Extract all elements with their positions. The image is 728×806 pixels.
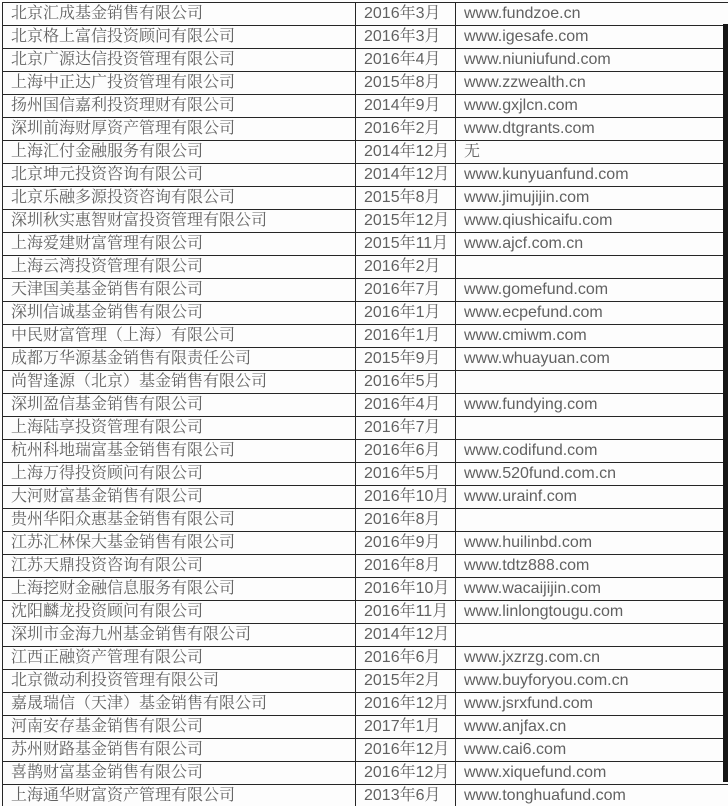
date-cell: 2016年12月 [356, 762, 456, 785]
website-cell: 无 [456, 141, 728, 164]
table-row [3, 463, 728, 486]
website-cell: www.xiquefund.com [456, 762, 728, 785]
table-row [3, 279, 728, 302]
company-cell: 扬州国信嘉利投资理财有限公司 [3, 95, 356, 118]
website-cell: www.jxzrzg.com.cn [456, 647, 728, 670]
company-cell: 北京汇成基金销售有限公司 [3, 3, 356, 26]
company-cell: 上海中正达广投资管理有限公司 [3, 72, 356, 95]
company-cell: 喜鹊财富基金销售有限公司 [3, 762, 356, 785]
table-row [3, 72, 728, 95]
table-row [3, 325, 728, 348]
website-cell: www.qiushicaifu.com [456, 210, 728, 233]
website-cell: www.jimujijin.com [456, 187, 728, 210]
website-cell: www.ecpefund.com [456, 302, 728, 325]
date-cell: 2016年5月 [356, 463, 456, 486]
date-cell: 2016年6月 [356, 440, 456, 463]
table-row [3, 49, 728, 72]
company-cell: 上海云湾投资管理有限公司 [3, 256, 356, 279]
website-cell: www.520fund.com.cn [456, 463, 728, 486]
website-cell: www.anjfax.cn [456, 716, 728, 739]
company-cell: 北京广源达信投资管理有限公司 [3, 49, 356, 72]
company-cell: 上海陆享投资管理有限公司 [3, 417, 356, 440]
date-cell: 2016年4月 [356, 49, 456, 72]
company-cell: 北京微动利投资管理有限公司 [3, 670, 356, 693]
website-cell: www.ajcf.com.cn [456, 233, 728, 256]
date-cell: 2015年8月 [356, 72, 456, 95]
website-cell: www.gxjlcn.com [456, 95, 728, 118]
website-cell: www.linlongtougu.com [456, 601, 728, 624]
table-row [3, 26, 728, 49]
date-cell: 2016年12月 [356, 739, 456, 762]
company-cell: 江苏汇林保大基金销售有限公司 [3, 532, 356, 555]
company-cell: 上海万得投资顾问有限公司 [3, 463, 356, 486]
table-row [3, 210, 728, 233]
date-cell: 2014年9月 [356, 95, 456, 118]
table-row [3, 164, 728, 187]
website-cell: www.zzwealth.cn [456, 72, 728, 95]
website-cell: www.codifund.com [456, 440, 728, 463]
date-cell: 2016年11月 [356, 601, 456, 624]
table-row [3, 187, 728, 210]
company-cell: 杭州科地瑞富基金销售有限公司 [3, 440, 356, 463]
date-cell: 2014年12月 [356, 164, 456, 187]
company-cell: 成都万华源基金销售有限责任公司 [3, 348, 356, 371]
website-cell: www.cmiwm.com [456, 325, 728, 348]
company-cell: 贵州华阳众惠基金销售有限公司 [3, 509, 356, 532]
website-cell: www.urainf.com [456, 486, 728, 509]
website-cell: www.kunyuanfund.com [456, 164, 728, 187]
table-row [3, 785, 728, 806]
website-cell: www.jsrxfund.com [456, 693, 728, 716]
website-cell [456, 624, 728, 647]
website-cell: www.wacaijijin.com [456, 578, 728, 601]
table-row [3, 532, 728, 555]
table-row [3, 256, 728, 279]
date-cell: 2015年9月 [356, 348, 456, 371]
company-cell: 北京格上富信投资顾问有限公司 [3, 26, 356, 49]
date-cell: 2016年7月 [356, 417, 456, 440]
date-cell: 2016年10月 [356, 486, 456, 509]
table-row [3, 440, 728, 463]
company-cell: 上海挖财金融信息服务有限公司 [3, 578, 356, 601]
website-cell: www.gomefund.com [456, 279, 728, 302]
date-cell: 2016年2月 [356, 256, 456, 279]
date-cell: 2016年4月 [356, 394, 456, 417]
website-cell [456, 417, 728, 440]
date-cell: 2016年2月 [356, 118, 456, 141]
date-cell: 2016年3月 [356, 3, 456, 26]
website-cell: www.tonghuafund.com [456, 785, 728, 806]
company-cell: 江西正融资产管理有限公司 [3, 647, 356, 670]
company-cell: 北京坤元投资咨询有限公司 [3, 164, 356, 187]
company-cell: 深圳秋实惠智财富投资管理有限公司 [3, 210, 356, 233]
date-cell: 2016年3月 [356, 26, 456, 49]
company-cell: 苏州财路基金销售有限公司 [3, 739, 356, 762]
website-cell [456, 256, 728, 279]
website-cell: www.fundying.com [456, 394, 728, 417]
date-cell: 2016年1月 [356, 325, 456, 348]
table-row [3, 762, 728, 785]
table-row [3, 141, 728, 164]
table-row [3, 3, 728, 26]
date-cell: 2016年12月 [356, 693, 456, 716]
company-cell: 嘉晟瑞信（天津）基金销售有限公司 [3, 693, 356, 716]
company-cell: 中民财富管理（上海）有限公司 [3, 325, 356, 348]
website-cell: www.whuayuan.com [456, 348, 728, 371]
table-row [3, 693, 728, 716]
website-cell: www.tdtz888.com [456, 555, 728, 578]
table-row [3, 670, 728, 693]
table-row [3, 394, 728, 417]
website-cell: www.fundzoe.cn [456, 3, 728, 26]
company-cell: 天津国美基金销售有限公司 [3, 279, 356, 302]
date-cell: 2016年8月 [356, 509, 456, 532]
website-cell: www.igesafe.com [456, 26, 728, 49]
table-row [3, 716, 728, 739]
company-cell: 大河财富基金销售有限公司 [3, 486, 356, 509]
date-cell: 2016年1月 [356, 302, 456, 325]
company-cell: 河南安存基金销售有限公司 [3, 716, 356, 739]
date-cell: 2014年12月 [356, 141, 456, 164]
date-cell: 2016年10月 [356, 578, 456, 601]
date-cell: 2016年7月 [356, 279, 456, 302]
table-row [3, 578, 728, 601]
date-cell: 2016年6月 [356, 647, 456, 670]
table-row [3, 739, 728, 762]
table-row [3, 233, 728, 256]
table-row [3, 509, 728, 532]
fund-sales-table [2, 2, 728, 806]
date-cell: 2015年12月 [356, 210, 456, 233]
date-cell: 2014年12月 [356, 624, 456, 647]
table-row [3, 371, 728, 394]
website-cell [456, 509, 728, 532]
company-cell: 尚智逢源（北京）基金销售有限公司 [3, 371, 356, 394]
website-cell [456, 371, 728, 394]
fund-table-body [3, 3, 728, 806]
website-cell: www.huilinbd.com [456, 532, 728, 555]
date-cell: 2016年8月 [356, 555, 456, 578]
website-cell: www.niuniufund.com [456, 49, 728, 72]
table-row [3, 486, 728, 509]
company-cell: 深圳信诚基金销售有限公司 [3, 302, 356, 325]
table-row [3, 118, 728, 141]
website-cell: www.buyforyou.com.cn [456, 670, 728, 693]
company-cell: 北京乐融多源投资咨询有限公司 [3, 187, 356, 210]
date-cell: 2016年9月 [356, 532, 456, 555]
table-row [3, 348, 728, 371]
table-row [3, 624, 728, 647]
company-cell: 上海汇付金融服务有限公司 [3, 141, 356, 164]
company-cell: 上海爱建财富管理有限公司 [3, 233, 356, 256]
company-cell: 沈阳麟龙投资顾问有限公司 [3, 601, 356, 624]
website-cell: www.cai6.com [456, 739, 728, 762]
website-cell: www.dtgrants.com [456, 118, 728, 141]
table-row [3, 95, 728, 118]
date-cell: 2017年1月 [356, 716, 456, 739]
company-cell: 深圳前海财厚资产管理有限公司 [3, 118, 356, 141]
date-cell: 2015年2月 [356, 670, 456, 693]
date-cell: 2016年5月 [356, 371, 456, 394]
date-cell: 2015年11月 [356, 233, 456, 256]
company-cell: 深圳盈信基金销售有限公司 [3, 394, 356, 417]
table-row [3, 555, 728, 578]
table-row [3, 647, 728, 670]
date-cell: 2013年6月 [356, 785, 456, 806]
right-edge-band [723, 24, 728, 782]
company-cell: 江苏天鼎投资咨询有限公司 [3, 555, 356, 578]
table-row [3, 302, 728, 325]
table-row [3, 417, 728, 440]
company-cell: 上海通华财富资产管理有限公司 [3, 785, 356, 806]
table-row [3, 601, 728, 624]
date-cell: 2015年8月 [356, 187, 456, 210]
company-cell: 深圳市金海九州基金销售有限公司 [3, 624, 356, 647]
